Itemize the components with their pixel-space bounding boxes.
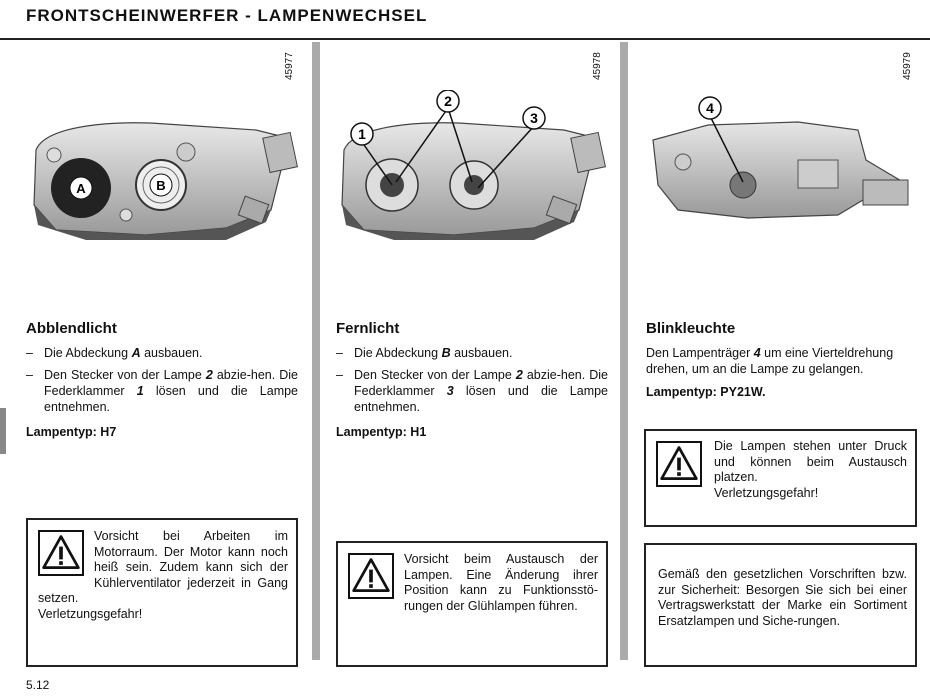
callout-label: 4: [706, 100, 714, 116]
lamp-type: Lampentyp: H1: [336, 425, 427, 439]
fernlicht-steps: [336, 345, 608, 415]
column-divider: [312, 42, 320, 660]
headlamp-illustration: [334, 90, 609, 245]
callout-label: B: [156, 178, 166, 193]
warning-text: Vorsicht bei Arbeiten im Motorraum. Der Motor kann noch heiß sein. Zudem kann sich der Kühlerventilator jederzeit in Gang setzen. Verletzungsgefahr!: [38, 529, 288, 621]
warning-text: Die Lampen stehen unter Druck und können beim Austausch platzen. Verletzungsgefahr!: [714, 439, 907, 500]
callout-label: 1: [358, 126, 366, 142]
list-item: – Die Abdeckung A ausbauen.: [26, 345, 298, 361]
lamp-type: Lampentyp: PY21W.: [646, 385, 766, 399]
section-heading: Abblendlicht: [26, 320, 117, 337]
section-heading: Fernlicht: [336, 320, 400, 337]
callout-label: 2: [444, 93, 452, 109]
warning-icon: [348, 553, 394, 599]
section-heading: Blinkleuchte: [646, 320, 736, 337]
blinkleuchte-text: Den Lampenträger 4 um eine Vierteldrehung drehen, um an die Lampe zu gelangen.: [646, 346, 894, 376]
list-item: – Den Stecker von der Lampe 2 abzie-hen. Die Federklammer 1 lösen und die Lampe entnehmen.: [26, 367, 298, 415]
image-number: 45977: [284, 52, 295, 80]
title-rule: [0, 38, 930, 40]
callout-label: A: [76, 181, 86, 196]
page-title: FRONTSCHEINWERFER - LAMPENWECHSEL: [26, 6, 428, 25]
list-item: – Die Abdeckung B ausbauen.: [336, 345, 608, 361]
page-number: 5.12: [26, 678, 50, 692]
headlamp-illustration: [26, 110, 301, 245]
image-number: 45979: [902, 52, 913, 80]
list-item: – Den Stecker von der Lampe 2 abzie-hen. Die Federklammer 3 lösen und die Lampe entnehmen.: [336, 367, 608, 415]
warning-icon: [656, 441, 702, 487]
warning-text: Vorsicht beim Austausch der Lampen. Eine Änderung ihrer Position kann zu Funktionsstö-rungen der Glühlampen führen.: [404, 552, 598, 613]
image-number: 45978: [592, 52, 603, 80]
turn-signal-illustration: [648, 90, 913, 245]
column-divider: [620, 42, 628, 660]
warning-box: [26, 518, 298, 667]
lamp-type: Lampentyp: H7: [26, 425, 117, 439]
note-text: Gemäß den gesetzlichen Vorschriften bzw. zur Sicherheit: Besorgen Sie sich bei einer Vertragswerkstatt der Marke ein Sortiment Ersatzlampen und Siche-rungen.: [658, 567, 907, 628]
abblendlicht-steps: [26, 345, 298, 415]
warning-box: [644, 429, 917, 527]
side-tab: [0, 408, 6, 454]
warning-box: [336, 541, 608, 667]
note-box: [644, 543, 917, 667]
callout-label: 3: [530, 110, 538, 126]
